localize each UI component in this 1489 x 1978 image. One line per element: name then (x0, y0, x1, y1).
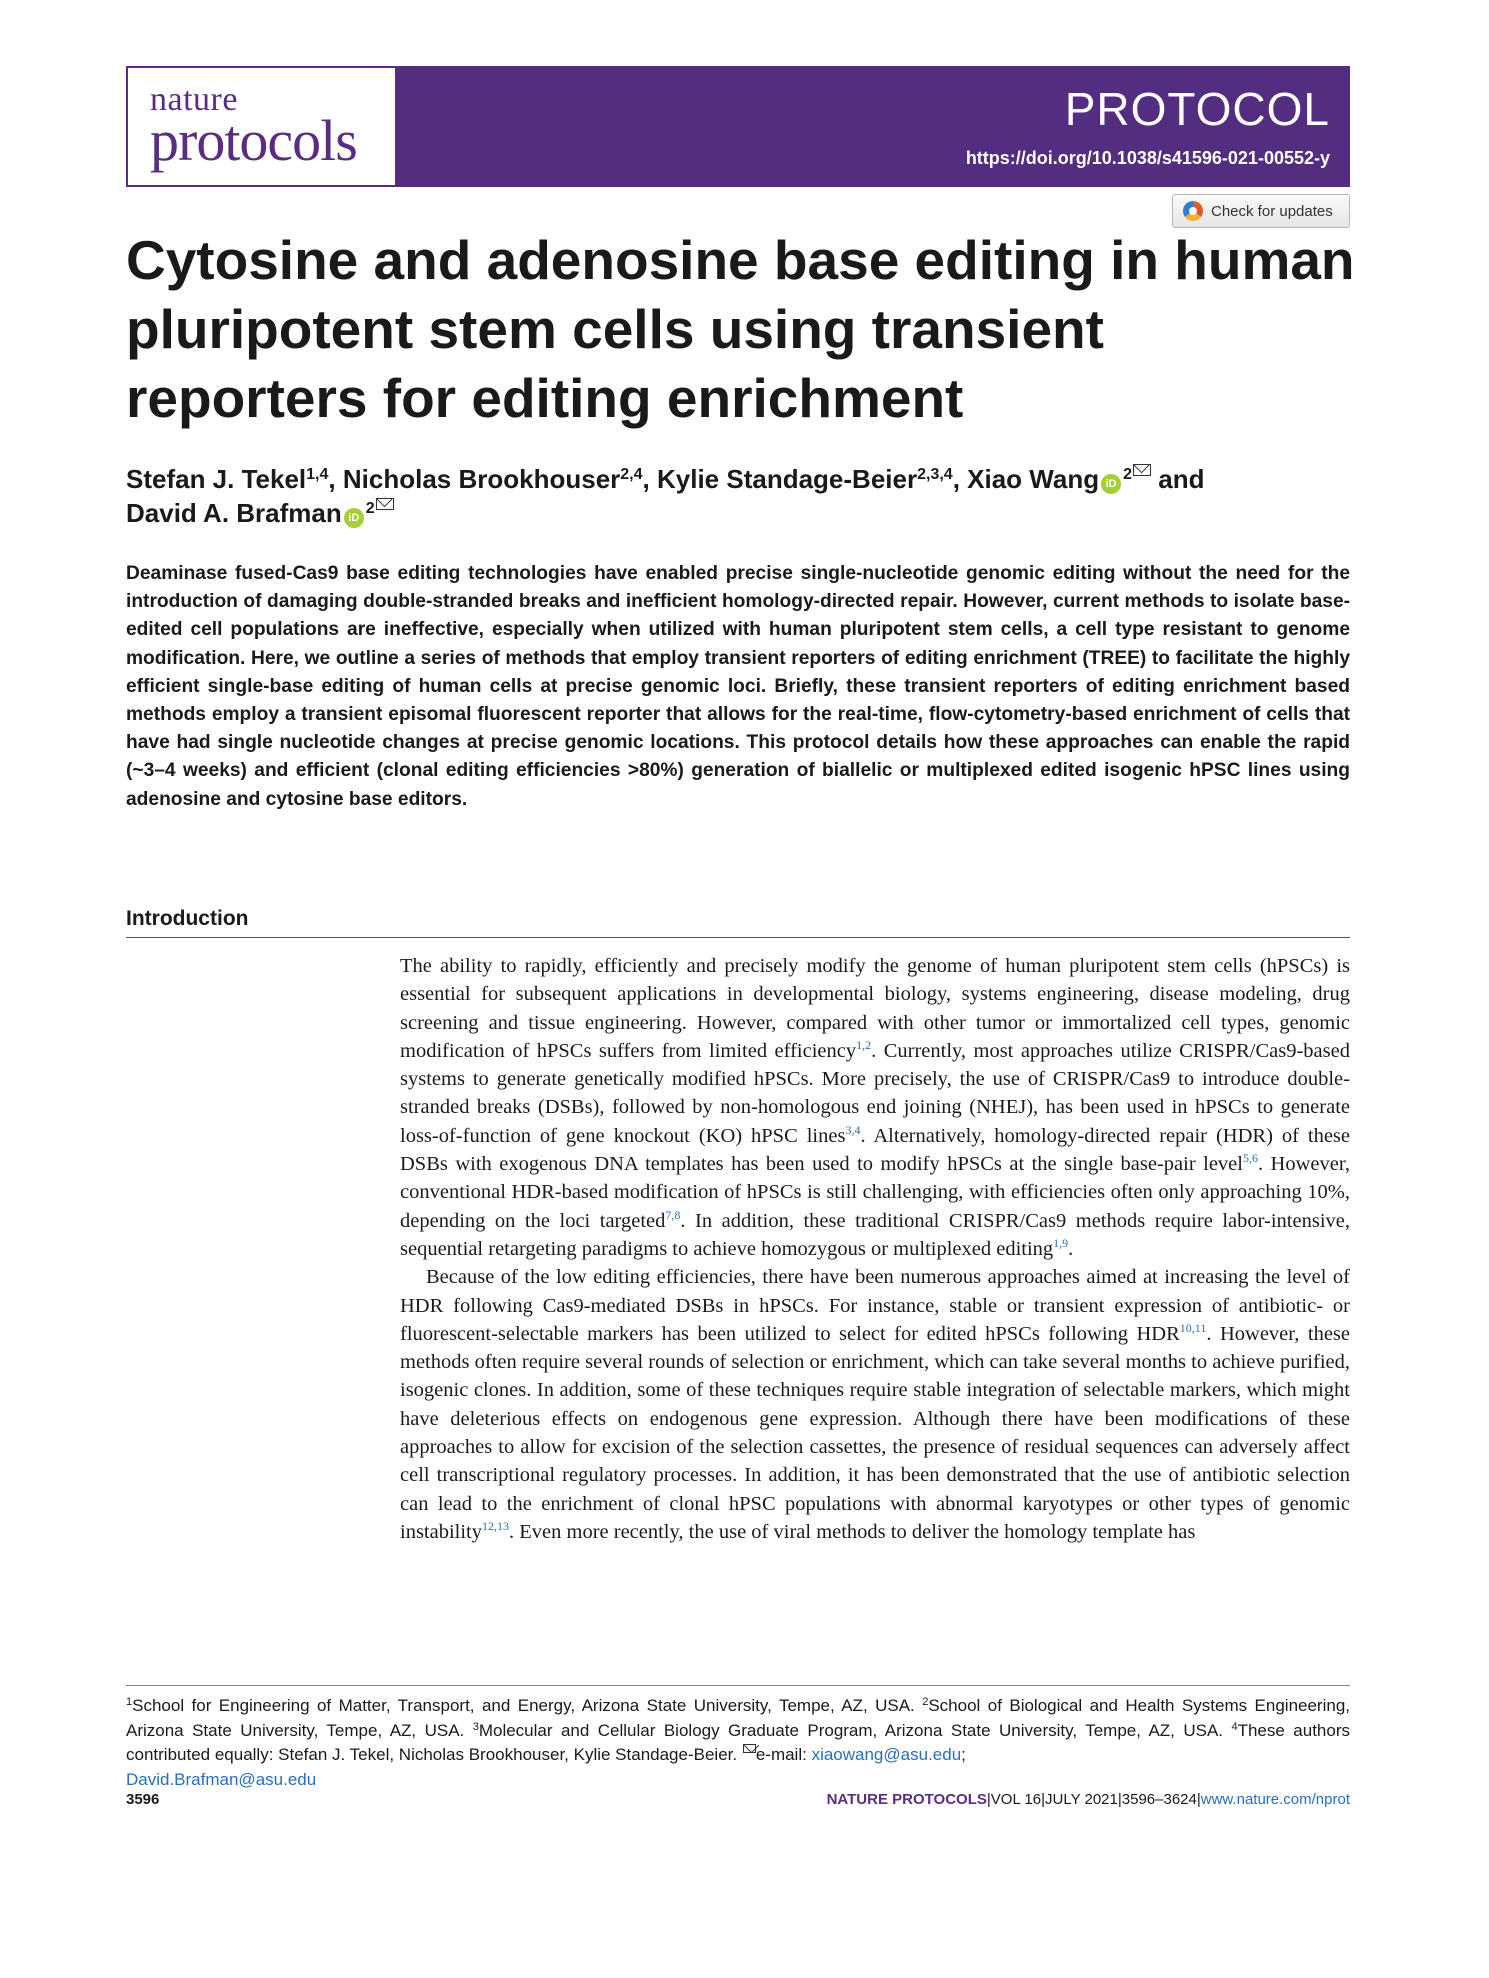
affiliation-text: These authors contributed equally: Stefan J. Tekel, Nicholas Brookhouser, Kylie Standage-Beier. (126, 1720, 1350, 1764)
citation-ref[interactable]: 1,9 (1053, 1235, 1069, 1250)
footer-separator: | (1117, 1791, 1122, 1808)
orcid-icon[interactable]: iD (344, 508, 364, 528)
author-name[interactable]: Nicholas Brookhouser (342, 464, 621, 494)
citation-ref[interactable]: 5,6 (1242, 1151, 1258, 1166)
paragraph-text: . (1068, 1237, 1074, 1260)
citation-ref[interactable]: 10,11 (1179, 1320, 1207, 1335)
citation-ref[interactable]: 7,8 (665, 1207, 681, 1222)
email-icon (743, 1744, 756, 1753)
author-name[interactable]: David A. Brafman (126, 498, 342, 528)
affiliation-marker: 2 (922, 1696, 929, 1708)
journal-logo[interactable] (126, 66, 397, 187)
check-for-updates-label: Check for updates (1211, 202, 1333, 220)
email-icon[interactable] (1133, 464, 1151, 476)
affiliation-marker: 4 (1231, 1720, 1238, 1733)
orcid-icon[interactable]: iD (1101, 474, 1121, 494)
footer-separator: | (1196, 1791, 1201, 1808)
affiliation-marker: 3 (472, 1720, 479, 1733)
page-range: 3596–3624 (1121, 1791, 1197, 1808)
author-name[interactable]: Xiao Wang (967, 464, 1100, 494)
journal-date: JULY 2021 (1045, 1791, 1118, 1808)
check-for-updates-button[interactable] (1172, 194, 1350, 228)
author-affiliation: 1,4 (306, 466, 329, 483)
paragraph-text: . However, conventional HDR-based modification of hPSCs is still challenging, with efficiencies often only approaching 10%, depending on the loci targeted (400, 1153, 1350, 1232)
author-affiliation: 2 (365, 500, 375, 517)
paragraph-text: The ability to rapidly, efficiently and precisely modify the genome of human pluripotent stem cells (hPSCs) is essential for subsequent applications in developmental biology, systems engineering, disease modeling, drug screening and tissue engineering. However, compared with other tumor or immortalized cell types, genomic modification of hPSCs suffers from limited efficiency (400, 955, 1350, 1062)
author-separator: , (952, 464, 960, 494)
affiliation-marker: 1 (126, 1696, 133, 1708)
email-label: e-mail: (755, 1745, 812, 1764)
journal-header (126, 66, 1350, 187)
citation-ref[interactable]: 1,2 (856, 1037, 872, 1052)
journal-citation (827, 1791, 1350, 1808)
paragraph-text: . Even more recently, the use of viral methods to deliver the homology template has (509, 1520, 1196, 1543)
logo-line-protocols: protocols (150, 108, 357, 173)
author-separator: , (328, 464, 336, 494)
author-name[interactable]: Stefan J. Tekel (126, 464, 307, 494)
email-link-xiao-wang[interactable]: xiaowang@asu.edu (811, 1745, 962, 1764)
paragraph-text: Because of the low editing efficiencies, there have been numerous approaches aimed at increasing the level of HDR following Cas9-mediated DSBs in hPSCs. For instance, stable or transient expression of antibiotic- or fluorescent-selectable markers has been utilized to select for edited hPSCs following HDR (400, 1266, 1350, 1345)
author-list (126, 462, 1356, 530)
crossmark-icon (1183, 201, 1203, 221)
doi-link[interactable]: https://doi.org/10.1038/s41596-021-00552-y (965, 148, 1330, 168)
paragraph-text: . Currently, most approaches utilize CRISPR/Cas9-based systems to generate genetically modified hPSCs. More precisely, the use of CRISPR/Cas9 to introduce double-stranded breaks (DSBs), followed by non-homologous end joining (NHEJ), has been used in hPSCs to generate loss-of-function of gene knockout (KO) hPSC lines (400, 1039, 1350, 1147)
author-affiliation: 2,3,4 (917, 466, 953, 483)
email-link-david-brafman[interactable]: David.Brafman@asu.edu (126, 1769, 317, 1789)
footer-separator: | (986, 1791, 991, 1808)
paragraph-text: . In addition, these traditional CRISPR/Cas9 methods require labor-intensive, sequential retargeting paradigms to achieve homozygous or multiplexed editing (400, 1209, 1350, 1260)
author-affiliation: 2 (1123, 466, 1132, 483)
paragraph-text: . Alternatively, homology-directed repair (HDR) of these DSBs with exogenous DNA templates has been used to modify hPSCs at the single base-pair level (400, 1124, 1350, 1176)
affiliation-text: School for Engineering of Matter, Transport, and Energy, Arizona State University, Tempe, AZ, USA. (132, 1696, 923, 1715)
citation-ref[interactable]: 3,4 (845, 1122, 861, 1137)
introduction-body (400, 952, 1350, 1546)
journal-name[interactable]: NATURE PROTOCOLS (826, 1791, 987, 1808)
author-conjunction: and (1158, 464, 1205, 494)
author-affiliation: 2,4 (620, 466, 643, 483)
paragraph (400, 952, 1350, 1263)
author-name[interactable]: Kylie Standage-Beier (657, 464, 918, 494)
journal-url[interactable]: www.nature.com/nprot (1200, 1791, 1350, 1808)
footer-separator: | (1041, 1791, 1046, 1808)
section-heading-introduction: Introduction (126, 907, 1350, 938)
logo-line-nature: nature (150, 81, 238, 118)
affiliation-text: Molecular and Cellular Biology Graduate Program, Arizona State University, Tempe, AZ, USA. (478, 1720, 1232, 1740)
footnote-divider (126, 1685, 1350, 1686)
paragraph (400, 1263, 1350, 1546)
abstract: Deaminase fused-Cas9 base editing technologies have enabled precise single-nucleotide genomic editing without the need for the introduction of damaging double-stranded breaks and inefficient homology-directed repair. However, current methods to isolate base-edited cell populations are ineffective, especially when utilized with human pluripotent stem cells, a cell type resistant to genome modification. Here, we outline a series of methods that employ transient reporters of editing enrichment (TREE) to facilitate the highly efficient single-base editing of human cells at precise genomic loci. Briefly, these transient reporters of editing enrichment based methods employ a transient episomal fluorescent reporter that allows for the real-time, flow-cytometry-based enrichment of cells that have had single nucleotide changes at precise genomic locations. This protocol details how these approaches can enable the rapid (~3–4 weeks) and efficient (clonal editing efficiencies >80%) generation of biallelic or multiplexed edited isogenic hPSC lines using adenosine and cytosine base editors. (126, 563, 1350, 810)
page-number: 3596 (126, 1791, 160, 1808)
affiliation-text: School of Biological and Health Systems Engineering, Arizona State University, Tempe, AZ, USA. (126, 1696, 1351, 1740)
email-icon[interactable] (376, 498, 394, 510)
article-type: PROTOCOL (1064, 83, 1330, 135)
citation-ref[interactable]: 12,13 (482, 1518, 509, 1533)
paragraph-text: . However, these methods often require several rounds of selection or enrichment, which can take several months to achieve purified, isogenic clones. In addition, some of these techniques require stable integration of selectable markers, which might have deleterious effects on endogenous gene expression. Although there have been modifications of these approaches to allow for excision of the selection cassettes, the presence of residual sequences can adversely affect cell transcriptional regulatory processes. In addition, it has been demonstrated that the use of antibiotic selection can lead to the enrichment of clonal hPSC populations with abnormal karyotypes or other types of genomic instability (400, 1322, 1350, 1543)
article-title: Cytosine and adenosine base editing in human pluripotent stem cells using transient reporters for editing enrichment (126, 229, 1355, 429)
author-separator: , (642, 464, 650, 494)
journal-volume: VOL 16 (990, 1791, 1042, 1808)
email-separator: ; (961, 1745, 966, 1764)
header-band (397, 66, 1350, 187)
affiliation-footnotes (126, 1694, 1350, 1792)
